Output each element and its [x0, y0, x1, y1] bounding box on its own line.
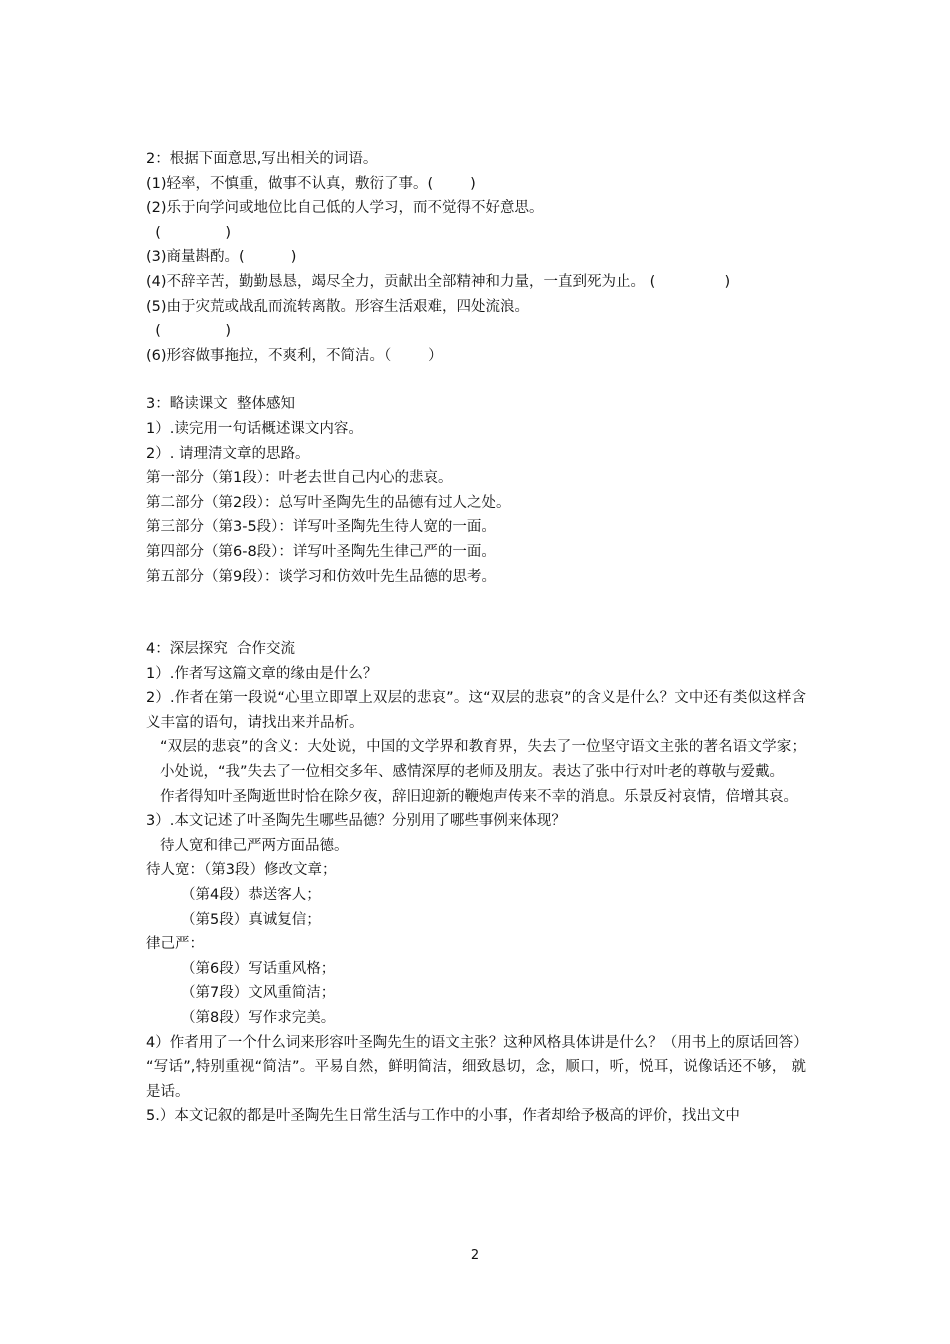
- section3-part-3: 第三部分（第3-5段）：详写叶圣陶先生待人宽的一面。: [146, 519, 496, 536]
- document-body: [146, 147, 806, 1129]
- section4-answer-3-kuan-item-2: （第5段）真诚复信；: [181, 911, 321, 928]
- section2-item-2-blank: ( ): [146, 224, 232, 241]
- section4-answer-2-meaning: “双层的悲哀”的含义：大处说，中国的文学界和教育界，失去了一位坚守语文主张的著名语文学家；小处说，“我”失去了一位相交多年、感情深厚的老师及朋友。表达了张中行对叶老的尊敬与爱戴。: [160, 739, 806, 781]
- section4-answer-3-yan: 律己严：: [146, 936, 204, 953]
- spacer: [146, 589, 806, 637]
- section2-heading: 2：根据下面意思,写出相关的词语。: [146, 151, 378, 167]
- section2-item-3: (3)商量斟酌。( ): [146, 249, 297, 266]
- section3-part-5: 第五部分（第9段）：谈学习和仿效叶先生品德的思考。: [146, 568, 496, 585]
- section4-answer-3-kuan: 待人宽：（第3段）修改文章；: [146, 862, 337, 879]
- section4-answer-3-yan-item-2: （第7段）文风重简洁；: [181, 985, 336, 1002]
- section2-item-5-blank: ( ): [146, 323, 232, 340]
- section3-part-1: 第一部分（第1段）：叶老去世自己内心的悲哀。: [146, 470, 453, 487]
- page-number: 2: [470, 1248, 480, 1263]
- section4-answer-3-yan-item-1: （第6段）写话重风格；: [181, 960, 336, 977]
- section2-item-4: (4)不辞辛苦，勤勤恳恳，竭尽全力，贡献出全部精神和力量，一直到死为止。 ( ): [146, 273, 731, 290]
- section2-item-2: (2)乐于向学问或地位比自己低的人学习，而不觉得不好意思。: [146, 200, 544, 217]
- section2-item-1: (1)轻率，不慎重，做事不认真，敷衍了事。( ): [146, 175, 476, 192]
- section2-item-5: (5)由于灾荒或战乱而流转离散。形容生活艰难，四处流浪。: [146, 298, 530, 315]
- section4-heading: 4：深层探究 合作交流: [146, 641, 295, 658]
- section4-answer-2-contrast: 作者得知叶圣陶逝世时恰在除夕夜，辞旧迎新的鞭炮声传来不幸的消息。乐景反衬哀情，倍增其哀。: [160, 788, 798, 805]
- section4-question-5: 5.）本文记叙的都是叶圣陶先生日常生活与工作中的小事，作者却给予极高的评价，找出文中: [146, 1108, 740, 1125]
- section4-question-4: 4）作者用了一个什么词来形容叶圣陶先生的语文主张？这种风格具体讲是什么？（用书上的原话回答）: [146, 1034, 808, 1051]
- section4-question-1: 1）.作者写这篇文章的缘由是什么？: [146, 665, 378, 682]
- section4-answer-4: “写话”,特别重视“简洁”。平易自然，鲜明简洁，细致恳切，念，顺口，听，悦耳，说像话还不够， 就是话。: [146, 1059, 806, 1100]
- section4-question-3: 3）.本文记述了叶圣陶先生哪些品德？分别用了哪些事例来体现？: [146, 813, 566, 830]
- section4-answer-3-intro: 待人宽和律己严两方面品德。: [160, 837, 349, 854]
- section3-heading: 3：略读课文 整体感知: [146, 396, 295, 413]
- section3-part-2: 第二部分（第2段）：总写叶圣陶先生的品德有过人之处。: [146, 494, 511, 511]
- section4-question-2: 2）.作者在第一段说“心里立即罩上双层的悲哀”。这“双层的悲哀”的含义是什么？文中还有类似这样含义丰富的语句，请找出来并品析。: [146, 690, 806, 731]
- section3-question-1: 1）.读完用一句话概述课文内容。: [146, 420, 363, 437]
- section2-item-6: (6)形容做事拖拉，不爽利，不简洁。（ ）: [146, 347, 443, 364]
- spacer: [146, 368, 806, 392]
- section3-question-2: 2）. 请理清文章的思路。: [146, 445, 310, 462]
- section4-answer-3-kuan-item-1: （第4段）恭送客人；: [181, 887, 321, 904]
- section3-part-4: 第四部分（第6-8段）：详写叶圣陶先生律己严的一面。: [146, 543, 496, 560]
- section4-answer-3-yan-item-3: （第8段）写作求完美。: [181, 1010, 336, 1026]
